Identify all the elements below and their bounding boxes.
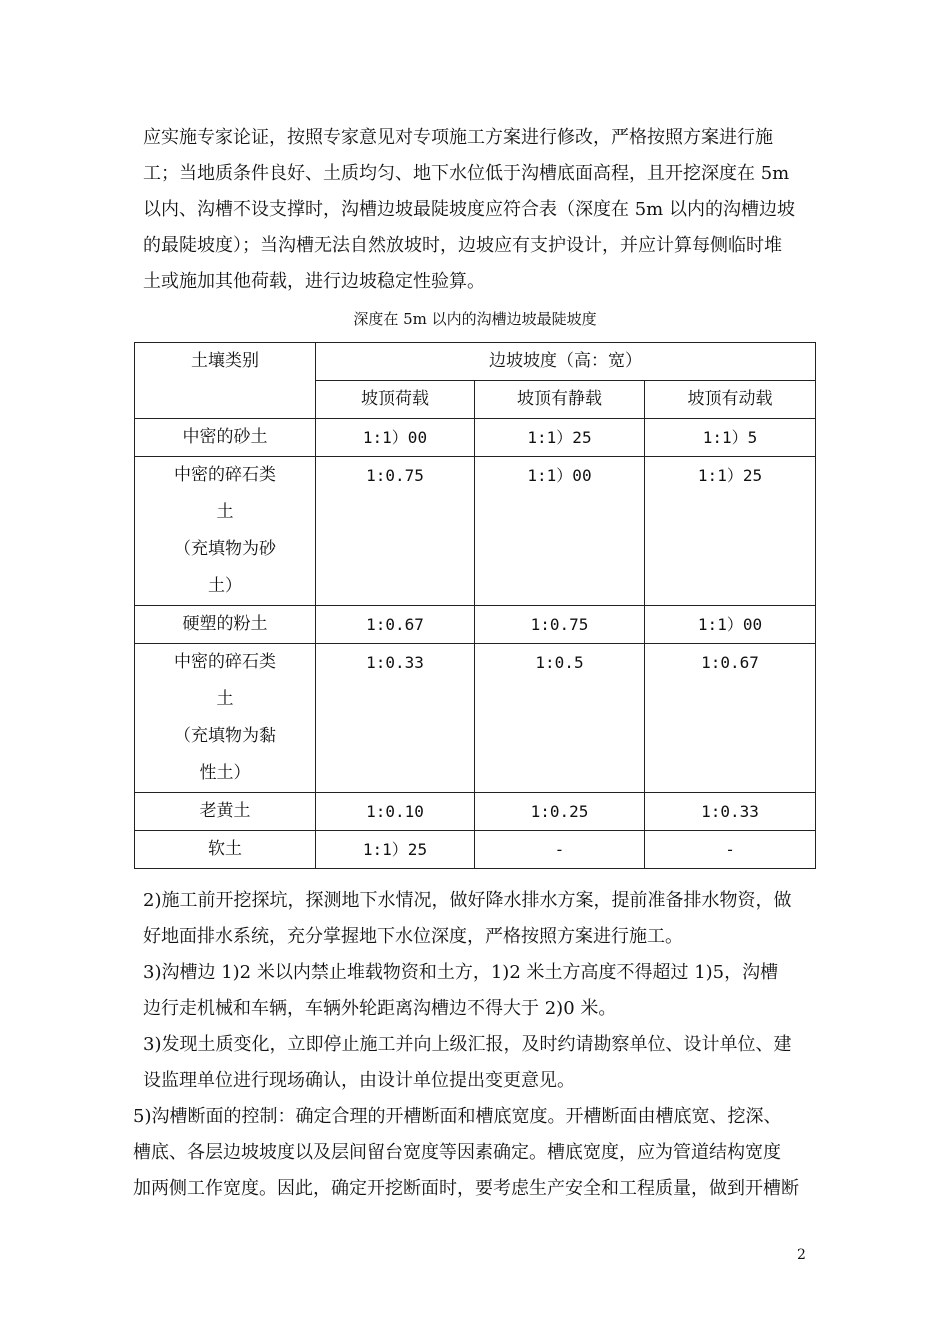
soil-label: 中密的砂土 — [182, 427, 268, 447]
value-cell: 1:1）5 — [645, 419, 816, 457]
text-line: 3)沟槽边 1)2 米以内禁止堆载物资和土方，1)2 米土方高度不得超过 1)5，沟槽 — [143, 962, 779, 983]
table-row — [135, 606, 816, 644]
soil-label: （充填物为黏 — [174, 726, 276, 746]
intro-paragraph — [143, 120, 795, 300]
text-line: 的最陡坡度）；当沟槽无法自然放坡时，边坡应有支护设计，并应计算每侧临时堆 — [143, 235, 782, 256]
item-3-paragraph — [143, 955, 778, 1027]
text-line: 2)施工前开挖探坑，探测地下水情况，做好降水排水方案，提前准备排水物资，做 — [143, 890, 792, 911]
soil-label: 硬塑的粉土 — [182, 614, 268, 634]
value-cell: 1:0.5 — [475, 644, 645, 793]
value-cell: 1:0.67 — [645, 644, 816, 793]
slope-table — [134, 342, 816, 869]
text-line: 应实施专家论证，按照专家意见对专项施工方案进行修改，严格按照方案进行施 — [143, 127, 773, 148]
item-3b-paragraph — [143, 1027, 791, 1099]
text-line: 土或施加其他荷载，进行边坡稳定性验算。 — [143, 271, 485, 292]
header-col-dynamic-load: 坡顶有动载 — [645, 381, 816, 419]
value-cell: 1:0.75 — [475, 606, 645, 644]
value-cell: 1:1）00 — [645, 606, 816, 644]
table-row — [135, 457, 816, 606]
soil-label: （充填物为砂 — [174, 539, 276, 559]
page-number: 2 — [797, 1247, 806, 1263]
table-row — [135, 419, 816, 457]
item-2-paragraph — [143, 883, 791, 955]
soil-label: 性土） — [199, 763, 251, 783]
text-line: 3)发现土质变化，立即停止施工并向上级汇报，及时约请勘察单位、设计单位、建 — [143, 1034, 792, 1055]
soil-label: 中密的碎石类 — [174, 465, 276, 485]
soil-cell — [135, 606, 316, 644]
text-line: 以内、沟槽不设支撑时，沟槽边坡最陡坡度应符合表（深度在 5m 以内的沟槽边坡 — [143, 199, 795, 220]
header-col-load: 坡顶荷载 — [316, 381, 475, 419]
text-line: 设监理单位进行现场确认，由设计单位提出变更意见。 — [143, 1070, 575, 1091]
value-cell: 1:0.33 — [316, 644, 475, 793]
soil-label: 软土 — [208, 839, 242, 859]
text-line: 好地面排水系统，充分掌握地下水位深度，严格按照方案进行施工。 — [143, 926, 683, 947]
value-cell: 1:0.10 — [316, 793, 475, 831]
soil-label: 土） — [208, 576, 242, 596]
soil-label: 土 — [216, 689, 234, 709]
header-slope-group: 边坡坡度（高：宽） — [316, 343, 816, 381]
soil-label: 老黄土 — [199, 801, 251, 821]
soil-label: 中密的碎石类 — [174, 652, 276, 672]
table-row — [135, 831, 816, 869]
value-cell: 1:0.25 — [475, 793, 645, 831]
header-soil-type: 土壤类别 — [135, 343, 316, 419]
item-5-paragraph — [133, 1099, 799, 1207]
value-cell: 1:1）00 — [475, 457, 645, 606]
soil-cell — [135, 793, 316, 831]
value-cell: 1:0.67 — [316, 606, 475, 644]
header-col-static-load: 坡顶有静载 — [475, 381, 645, 419]
value-cell: 1:1）25 — [316, 831, 475, 869]
soil-cell — [135, 457, 316, 606]
value-cell: - — [645, 831, 816, 869]
soil-cell — [135, 831, 316, 869]
text-line: 槽底、各层边坡坡度以及层间留台宽度等因素确定。槽底宽度，应为管道结构宽度 — [133, 1142, 781, 1163]
text-line: 5)沟槽断面的控制：确定合理的开槽断面和槽底宽度。开槽断面由槽底宽、挖深、 — [133, 1106, 782, 1127]
value-cell: - — [475, 831, 645, 869]
table-row — [135, 644, 816, 793]
value-cell: 1:0.75 — [316, 457, 475, 606]
text-line: 工；当地质条件良好、土质均匀、地下水位低于沟槽底面高程，且开挖深度在 5m — [143, 163, 790, 184]
value-cell: 1:1）25 — [645, 457, 816, 606]
value-cell: 1:1）00 — [316, 419, 475, 457]
soil-label: 土 — [216, 502, 234, 522]
table-caption: 深度在 5m 以内的沟槽边坡最陡坡度 — [353, 310, 597, 328]
soil-cell — [135, 419, 316, 457]
text-line: 加两侧工作宽度。因此，确定开挖断面时，要考虑生产安全和工程质量，做到开槽断 — [133, 1178, 799, 1199]
value-cell: 1:1）25 — [475, 419, 645, 457]
table-row — [135, 793, 816, 831]
text-line: 边行走机械和车辆，车辆外轮距离沟槽边不得大于 2)0 米。 — [143, 998, 617, 1019]
table-header-row — [135, 343, 816, 381]
soil-cell — [135, 644, 316, 793]
value-cell: 1:0.33 — [645, 793, 816, 831]
